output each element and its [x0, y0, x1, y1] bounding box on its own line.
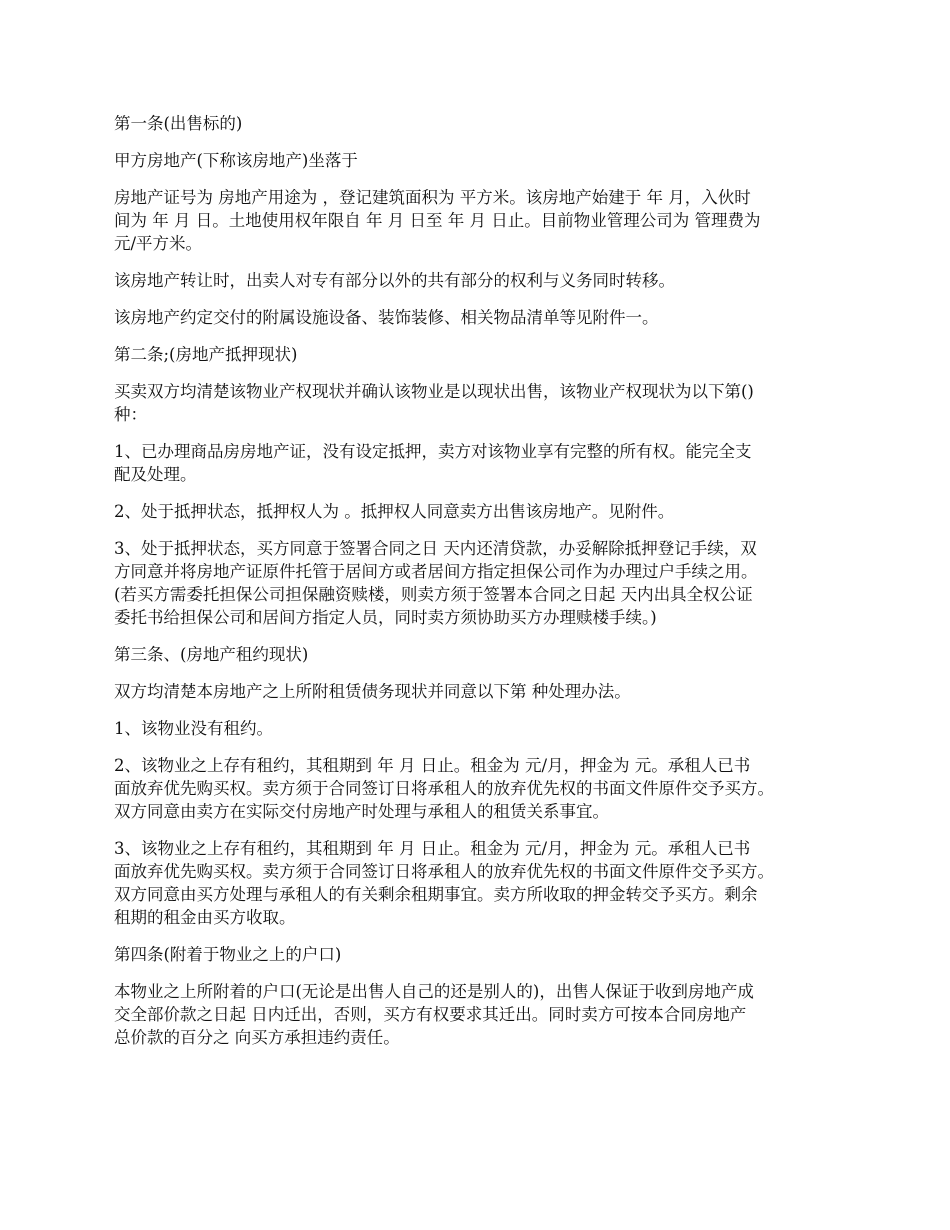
lease-option-1: 1、该物业没有租约。	[114, 719, 273, 738]
mortgage-option-1: 1、已办理商品房房地产证，没有设定抵押，卖方对该物业享有完整的所有权。能完全支 配及处理。	[114, 442, 752, 484]
attached-facilities: 该房地产约定交付的附属设施设备、装饰装修、相关物品清单等见附件一。	[114, 308, 659, 327]
article-4-heading: 第四条(附着于物业之上的户口)	[114, 945, 342, 964]
common-rights-transfer: 该房地产转让时，出卖人对专有部分以外的共有部分的权利与义务同时转移。	[114, 271, 675, 290]
article-3-heading: 第三条、(房地产租约现状)	[114, 645, 309, 664]
property-details: 房地产证号为 房地产用途为 ，登记建筑面积为 平方米。该房地产始建于 年 月，入伙时 间为 年 月 日。土地使用权年限自 年 月 日至 年 月 日止。目前物业管理公司为 管理费为 元/平方米。	[114, 188, 761, 253]
article-1-heading: 第一条(出售标的)	[114, 114, 243, 133]
mortgage-option-2: 2、处于抵押状态，抵押权人为 。抵押权人同意卖方出售该房地产。见附件。	[114, 502, 675, 521]
mortgage-option-3: 3、处于抵押状态，买方同意于签署合同之日 天内还清贷款，办妥解除抵押登记手续，双 方同意并将房地产证原件托管于居间方或者居间方指定担保公司作为办理过户手续之用。 (若买方需委托担保公司担保融资赎楼，则卖方须于签署本合同之日起 天内出具全权公证 委托书给担保公司和居间方指定人员，同时卖方须协助买方办理赎楼手续。)	[114, 539, 758, 627]
article-2-heading: 第二条;(房地产抵押现状)	[114, 345, 298, 364]
lease-status-intro: 双方均清楚本房地产之上所附租赁债务现状并同意以下第 种处理办法。	[114, 682, 631, 701]
document-body	[114, 112, 844, 1063]
lease-option-2: 2、该物业之上存有租约，其租期到 年 月 日止。租金为 元/月，押金为 元。承租人已书 面放弃优先购买权。卖方须于合同签订日将承租人的放弃优先权的书面文件原件交予买方。 双方同意由卖方在实际交付房地产时处理与承租人的租赁关系事宜。	[114, 756, 774, 821]
mortgage-status-intro: 买卖双方均清楚该物业产权现状并确认该物业是以现状出售，该物业产权现状为以下第() 种：	[114, 382, 754, 424]
household-registration-clause: 本物业之上所附着的户口(无论是出售人自己的还是别人的)，出售人保证于收到房地产成 交全部价款之日起 日内迁出，否则，买方有权要求其迁出。同时卖方可按本合同房地产 总价款的百分之 向买方承担违约责任。	[114, 982, 754, 1047]
property-location: 甲方房地产(下称该房地产)坐落于	[114, 151, 358, 170]
lease-option-3: 3、该物业之上存有租约，其租期到 年 月 日止。租金为 元/月，押金为 元。承租人已书 面放弃优先购买权。卖方须于合同签订日将承租人的放弃优先权的书面文件原件交予买方。 双方同意由买方处理与承租人的有关剩余租期事宜。卖方所收取的押金转交予买方。剩余 租期的租金由买方收取。	[114, 839, 774, 927]
